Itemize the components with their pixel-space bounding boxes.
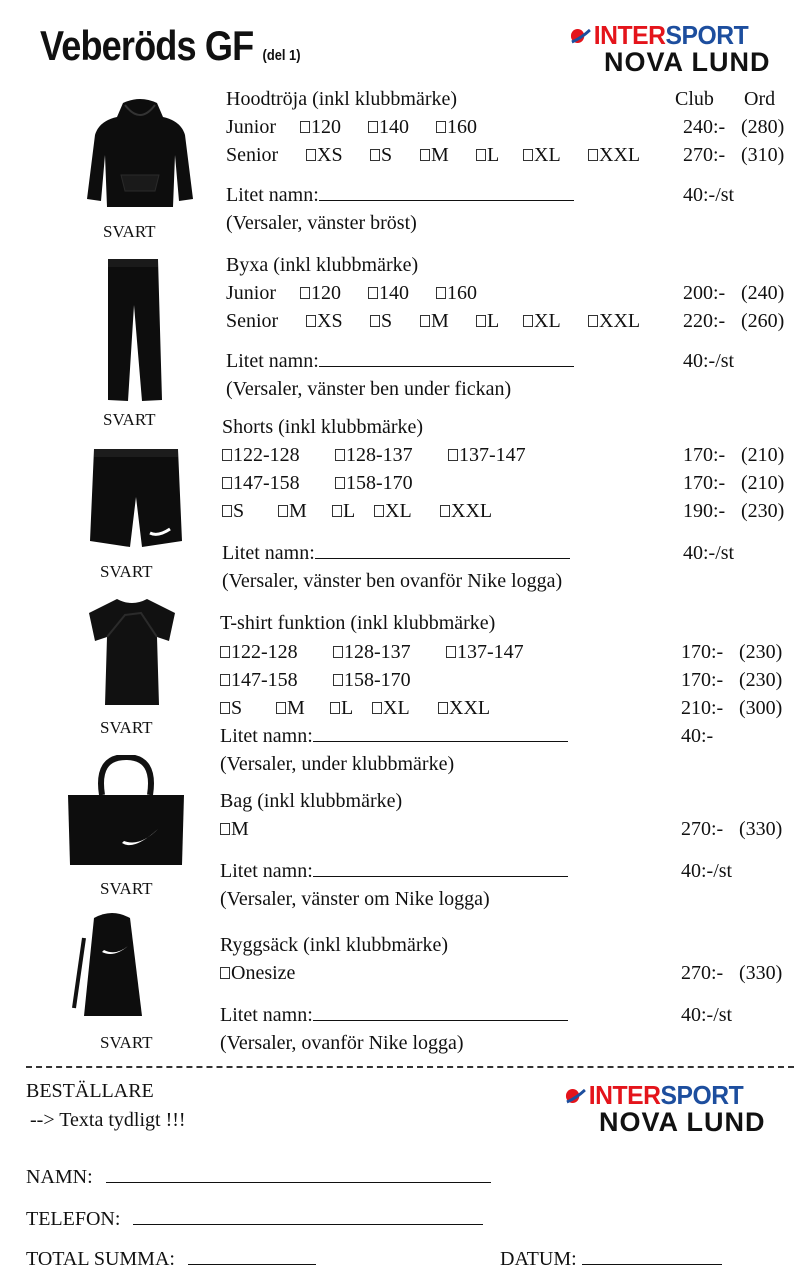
small-name-field[interactable]	[226, 184, 574, 207]
product-title: Ryggsäck (inkl klubbmärke)	[220, 934, 449, 956]
small-name-price: 40:-	[681, 725, 714, 747]
small-name-line[interactable]	[319, 366, 574, 367]
club-price: 200:-	[683, 282, 726, 304]
size-checkbox[interactable]	[476, 310, 499, 333]
size-checkbox[interactable]	[420, 310, 449, 333]
size-option-label: 140	[379, 116, 409, 138]
logo-store: NOVA LUND	[604, 47, 771, 77]
product-color: SVART	[100, 1033, 153, 1052]
size-option-label: S	[233, 500, 245, 522]
ordinary-price: (300)	[739, 697, 783, 719]
checkbox-icon[interactable]	[222, 449, 232, 461]
checkbox-icon[interactable]	[420, 149, 430, 161]
shorts-image	[88, 445, 183, 550]
small-name-line[interactable]	[313, 1020, 568, 1021]
small-name-price: 40:-/st	[683, 184, 735, 206]
checkbox-icon[interactable]	[523, 149, 533, 161]
size-option-label: 158-170	[344, 669, 411, 691]
intersport-logo	[570, 20, 771, 78]
size-option-label: 137-147	[459, 444, 526, 466]
size-row-label: Junior	[226, 282, 276, 304]
checkbox-icon[interactable]	[300, 287, 310, 299]
ordinary-price: (210)	[741, 472, 785, 494]
size-option-label: 120	[311, 282, 341, 304]
checkbox-icon[interactable]	[333, 674, 343, 686]
checkbox-icon[interactable]	[436, 287, 446, 299]
size-checkbox[interactable]	[222, 500, 244, 523]
checkbox-icon[interactable]	[220, 674, 230, 686]
size-option-label: 128-137	[346, 444, 413, 466]
checkbox-icon[interactable]	[368, 287, 378, 299]
size-option-label: L	[487, 310, 500, 332]
size-checkbox[interactable]	[523, 310, 561, 333]
product-color: SVART	[103, 410, 156, 429]
checkbox-icon[interactable]	[420, 315, 430, 327]
size-option-label: M	[287, 697, 305, 719]
total-label: TOTAL SUMMA:	[26, 1248, 175, 1270]
size-checkbox[interactable]	[372, 697, 410, 720]
ordinary-price: (330)	[739, 962, 783, 984]
checkbox-icon[interactable]	[588, 149, 598, 161]
size-checkbox[interactable]	[436, 116, 477, 139]
checkbox-icon[interactable]	[440, 505, 450, 517]
size-option-label: M	[431, 310, 449, 332]
pants-image	[100, 255, 165, 405]
size-checkbox[interactable]	[368, 282, 409, 305]
date-field[interactable]	[500, 1248, 722, 1271]
column-club: Club	[675, 88, 714, 110]
size-checkbox[interactable]	[306, 310, 343, 333]
small-name-note: (Versaler, vänster ben ovanför Nike logga)	[222, 570, 563, 592]
checkbox-icon[interactable]	[222, 505, 232, 517]
small-name-line[interactable]	[313, 876, 568, 877]
size-checkbox[interactable]	[332, 500, 355, 523]
checkbox-icon[interactable]	[222, 477, 232, 489]
product-title: Byxa (inkl klubbmärke)	[226, 254, 419, 276]
date-label: DATUM:	[500, 1248, 577, 1270]
size-option-label: 122-128	[233, 444, 300, 466]
product-title: T-shirt funktion (inkl klubbmärke)	[220, 612, 496, 634]
small-name-field[interactable]	[220, 860, 568, 883]
size-checkbox[interactable]	[368, 116, 409, 139]
product-color: SVART	[100, 879, 153, 898]
size-option-label: L	[487, 144, 500, 166]
small-name-line[interactable]	[319, 200, 574, 201]
small-name-note: (Versaler, vänster om Nike logga)	[220, 888, 490, 910]
size-checkbox[interactable]	[588, 310, 640, 333]
size-option-label: 147-158	[231, 669, 298, 691]
size-checkbox[interactable]	[476, 144, 499, 167]
small-name-note: (Versaler, ovanför Nike logga)	[220, 1032, 464, 1054]
logo-sport: SPORT	[665, 20, 749, 50]
club-price: 170:-	[681, 669, 724, 691]
size-checkbox[interactable]	[436, 282, 477, 305]
size-checkbox[interactable]	[220, 641, 298, 664]
small-name-label: Litet namn:	[220, 1004, 313, 1026]
size-checkbox[interactable]	[222, 444, 300, 467]
checkbox-icon[interactable]	[335, 449, 345, 461]
date-line[interactable]	[582, 1264, 722, 1265]
total-field[interactable]	[26, 1248, 316, 1271]
club-price: 270:-	[681, 818, 724, 840]
logo-sport: SPORT	[660, 1080, 744, 1110]
size-option-label: Onesize	[231, 962, 296, 984]
phone-label: TELEFON:	[26, 1208, 121, 1230]
size-option-label: XS	[317, 310, 343, 332]
name-label: NAMN:	[26, 1166, 93, 1188]
small-name-price: 40:-/st	[681, 1004, 733, 1026]
product-color: SVART	[100, 562, 153, 581]
size-checkbox[interactable]	[220, 818, 249, 841]
size-checkbox[interactable]	[335, 472, 413, 495]
size-option-label: M	[431, 144, 449, 166]
hoodie-image	[85, 95, 195, 213]
size-option-label: XS	[317, 144, 343, 166]
size-checkbox[interactable]	[448, 444, 526, 467]
intersport-logo-footer	[565, 1080, 766, 1138]
checkbox-icon[interactable]	[332, 505, 342, 517]
small-name-field[interactable]	[220, 725, 568, 748]
checkbox-icon[interactable]	[523, 315, 533, 327]
small-name-price: 40:-/st	[681, 860, 733, 882]
club-price: 270:-	[683, 144, 726, 166]
size-checkbox[interactable]	[588, 144, 640, 167]
title-part: (del 1)	[262, 47, 301, 64]
size-option-label: S	[381, 310, 393, 332]
checkbox-icon[interactable]	[220, 646, 230, 658]
title-text: Veberöds GF	[40, 22, 254, 69]
size-option-label: S	[231, 697, 243, 719]
column-ord: Ord	[744, 88, 776, 110]
checkbox-icon[interactable]	[333, 646, 343, 658]
size-option-label: XL	[383, 697, 410, 719]
size-option-label: S	[381, 144, 393, 166]
club-price: 170:-	[683, 444, 726, 466]
orderer-instruction: --> Texta tydligt !!!	[30, 1109, 186, 1131]
checkbox-icon[interactable]	[476, 149, 486, 161]
checkbox-icon[interactable]	[370, 149, 380, 161]
product-title: Shorts (inkl klubbmärke)	[222, 416, 424, 438]
size-checkbox[interactable]	[420, 144, 449, 167]
backpack-image	[72, 908, 152, 1026]
checkbox-icon[interactable]	[448, 449, 458, 461]
product-title: Hoodtröja (inkl klubbmärke)	[226, 88, 458, 110]
checkbox-icon[interactable]	[438, 702, 448, 714]
club-price: 270:-	[681, 962, 724, 984]
small-name-field[interactable]	[226, 350, 574, 373]
phone-field[interactable]	[26, 1208, 483, 1231]
size-checkbox[interactable]	[333, 669, 411, 692]
size-option-label: XXL	[599, 144, 641, 166]
size-checkbox[interactable]	[220, 697, 242, 720]
size-checkbox[interactable]	[438, 697, 490, 720]
size-checkbox[interactable]	[220, 669, 298, 692]
size-option-label: 137-147	[457, 641, 524, 663]
size-checkbox[interactable]	[370, 310, 392, 333]
size-checkbox[interactable]	[306, 144, 343, 167]
size-option-label: 160	[447, 116, 477, 138]
checkbox-icon[interactable]	[220, 702, 230, 714]
size-option-label: XXL	[451, 500, 493, 522]
small-name-label: Litet namn:	[222, 542, 315, 564]
club-price: 170:-	[683, 472, 726, 494]
small-name-line[interactable]	[315, 558, 570, 559]
size-checkbox[interactable]	[278, 500, 307, 523]
small-name-field[interactable]	[220, 1004, 568, 1027]
size-checkbox[interactable]	[330, 697, 353, 720]
size-checkbox[interactable]	[276, 697, 305, 720]
club-price: 240:-	[683, 116, 726, 138]
product-color: SVART	[103, 222, 156, 241]
checkbox-icon[interactable]	[306, 149, 316, 161]
size-checkbox[interactable]	[335, 444, 413, 467]
small-name-note: (Versaler, vänster bröst)	[226, 212, 417, 234]
checkbox-icon[interactable]	[588, 315, 598, 327]
size-option-label: L	[341, 697, 354, 719]
small-name-field[interactable]	[222, 542, 570, 565]
ordinary-price: (280)	[741, 116, 785, 138]
checkbox-icon[interactable]	[446, 646, 456, 658]
checkbox-icon[interactable]	[476, 315, 486, 327]
size-option-label: XXL	[599, 310, 641, 332]
ordinary-price: (230)	[739, 641, 783, 663]
size-option-label: 128-137	[344, 641, 411, 663]
checkbox-icon[interactable]	[278, 505, 288, 517]
logo-store: NOVA LUND	[599, 1107, 766, 1137]
checkbox-icon[interactable]	[368, 121, 378, 133]
checkbox-icon[interactable]	[335, 477, 345, 489]
small-name-label: Litet namn:	[226, 184, 319, 206]
name-field[interactable]	[26, 1166, 491, 1189]
size-row-label: Junior	[226, 116, 276, 138]
size-option-label: XL	[534, 144, 561, 166]
logo-inter: INTER	[593, 20, 666, 50]
size-checkbox[interactable]	[374, 500, 412, 523]
ordinary-price: (240)	[741, 282, 785, 304]
small-name-label: Litet namn:	[226, 350, 319, 372]
club-price: 190:-	[683, 500, 726, 522]
ordinary-price: (210)	[741, 444, 785, 466]
ordinary-price: (330)	[739, 818, 783, 840]
size-checkbox[interactable]	[300, 116, 341, 139]
size-row-label: Senior	[226, 144, 279, 166]
checkbox-icon[interactable]	[374, 505, 384, 517]
club-price: 220:-	[683, 310, 726, 332]
size-checkbox[interactable]	[333, 641, 411, 664]
ordinary-price: (230)	[739, 669, 783, 691]
size-option-label: M	[289, 500, 307, 522]
size-checkbox[interactable]	[300, 282, 341, 305]
size-checkbox[interactable]	[222, 472, 300, 495]
total-line[interactable]	[188, 1264, 316, 1265]
size-option-label: 158-170	[346, 472, 413, 494]
page-title	[40, 22, 301, 70]
size-option-label: M	[231, 818, 249, 840]
checkbox-icon[interactable]	[306, 315, 316, 327]
intersport-ball-icon	[570, 28, 591, 46]
checkbox-icon[interactable]	[436, 121, 446, 133]
phone-line[interactable]	[133, 1224, 483, 1225]
ordinary-price: (310)	[741, 144, 785, 166]
size-checkbox[interactable]	[370, 144, 392, 167]
size-option-label: 122-128	[231, 641, 298, 663]
checkbox-icon[interactable]	[300, 121, 310, 133]
size-checkbox[interactable]	[440, 500, 492, 523]
ordinary-price: (260)	[741, 310, 785, 332]
size-option-label: 120	[311, 116, 341, 138]
checkbox-icon[interactable]	[276, 702, 286, 714]
product-title: Bag (inkl klubbmärke)	[220, 790, 403, 812]
small-name-note: (Versaler, vänster ben under fickan)	[226, 378, 512, 400]
checkbox-icon[interactable]	[370, 315, 380, 327]
size-option-label: 160	[447, 282, 477, 304]
checkbox-icon[interactable]	[220, 823, 230, 835]
club-price: 210:-	[681, 697, 724, 719]
checkbox-icon[interactable]	[330, 702, 340, 714]
small-name-label: Litet namn:	[220, 725, 313, 747]
size-option-label: XL	[385, 500, 412, 522]
name-line[interactable]	[106, 1182, 491, 1183]
size-checkbox[interactable]	[220, 962, 295, 985]
club-price: 170:-	[681, 641, 724, 663]
intersport-ball-icon	[565, 1088, 586, 1106]
checkbox-icon[interactable]	[372, 702, 382, 714]
cut-line	[26, 1066, 794, 1068]
product-color: SVART	[100, 718, 153, 737]
checkbox-icon[interactable]	[220, 967, 230, 979]
small-name-label: Litet namn:	[220, 860, 313, 882]
small-name-note: (Versaler, under klubbmärke)	[220, 753, 455, 775]
small-name-line[interactable]	[313, 741, 568, 742]
size-checkbox[interactable]	[446, 641, 524, 664]
size-row-label: Senior	[226, 310, 279, 332]
size-option-label: 140	[379, 282, 409, 304]
ordinary-price: (230)	[741, 500, 785, 522]
small-name-price: 40:-/st	[683, 542, 735, 564]
small-name-price: 40:-/st	[683, 350, 735, 372]
size-option-label: 147-158	[233, 472, 300, 494]
logo-inter: INTER	[588, 1080, 661, 1110]
tshirt-image	[85, 595, 180, 710]
size-option-label: XL	[534, 310, 561, 332]
size-option-label: L	[343, 500, 356, 522]
size-checkbox[interactable]	[523, 144, 561, 167]
size-option-label: XXL	[449, 697, 491, 719]
bag-image	[62, 755, 190, 875]
orderer-heading: BESTÄLLARE	[26, 1080, 154, 1102]
